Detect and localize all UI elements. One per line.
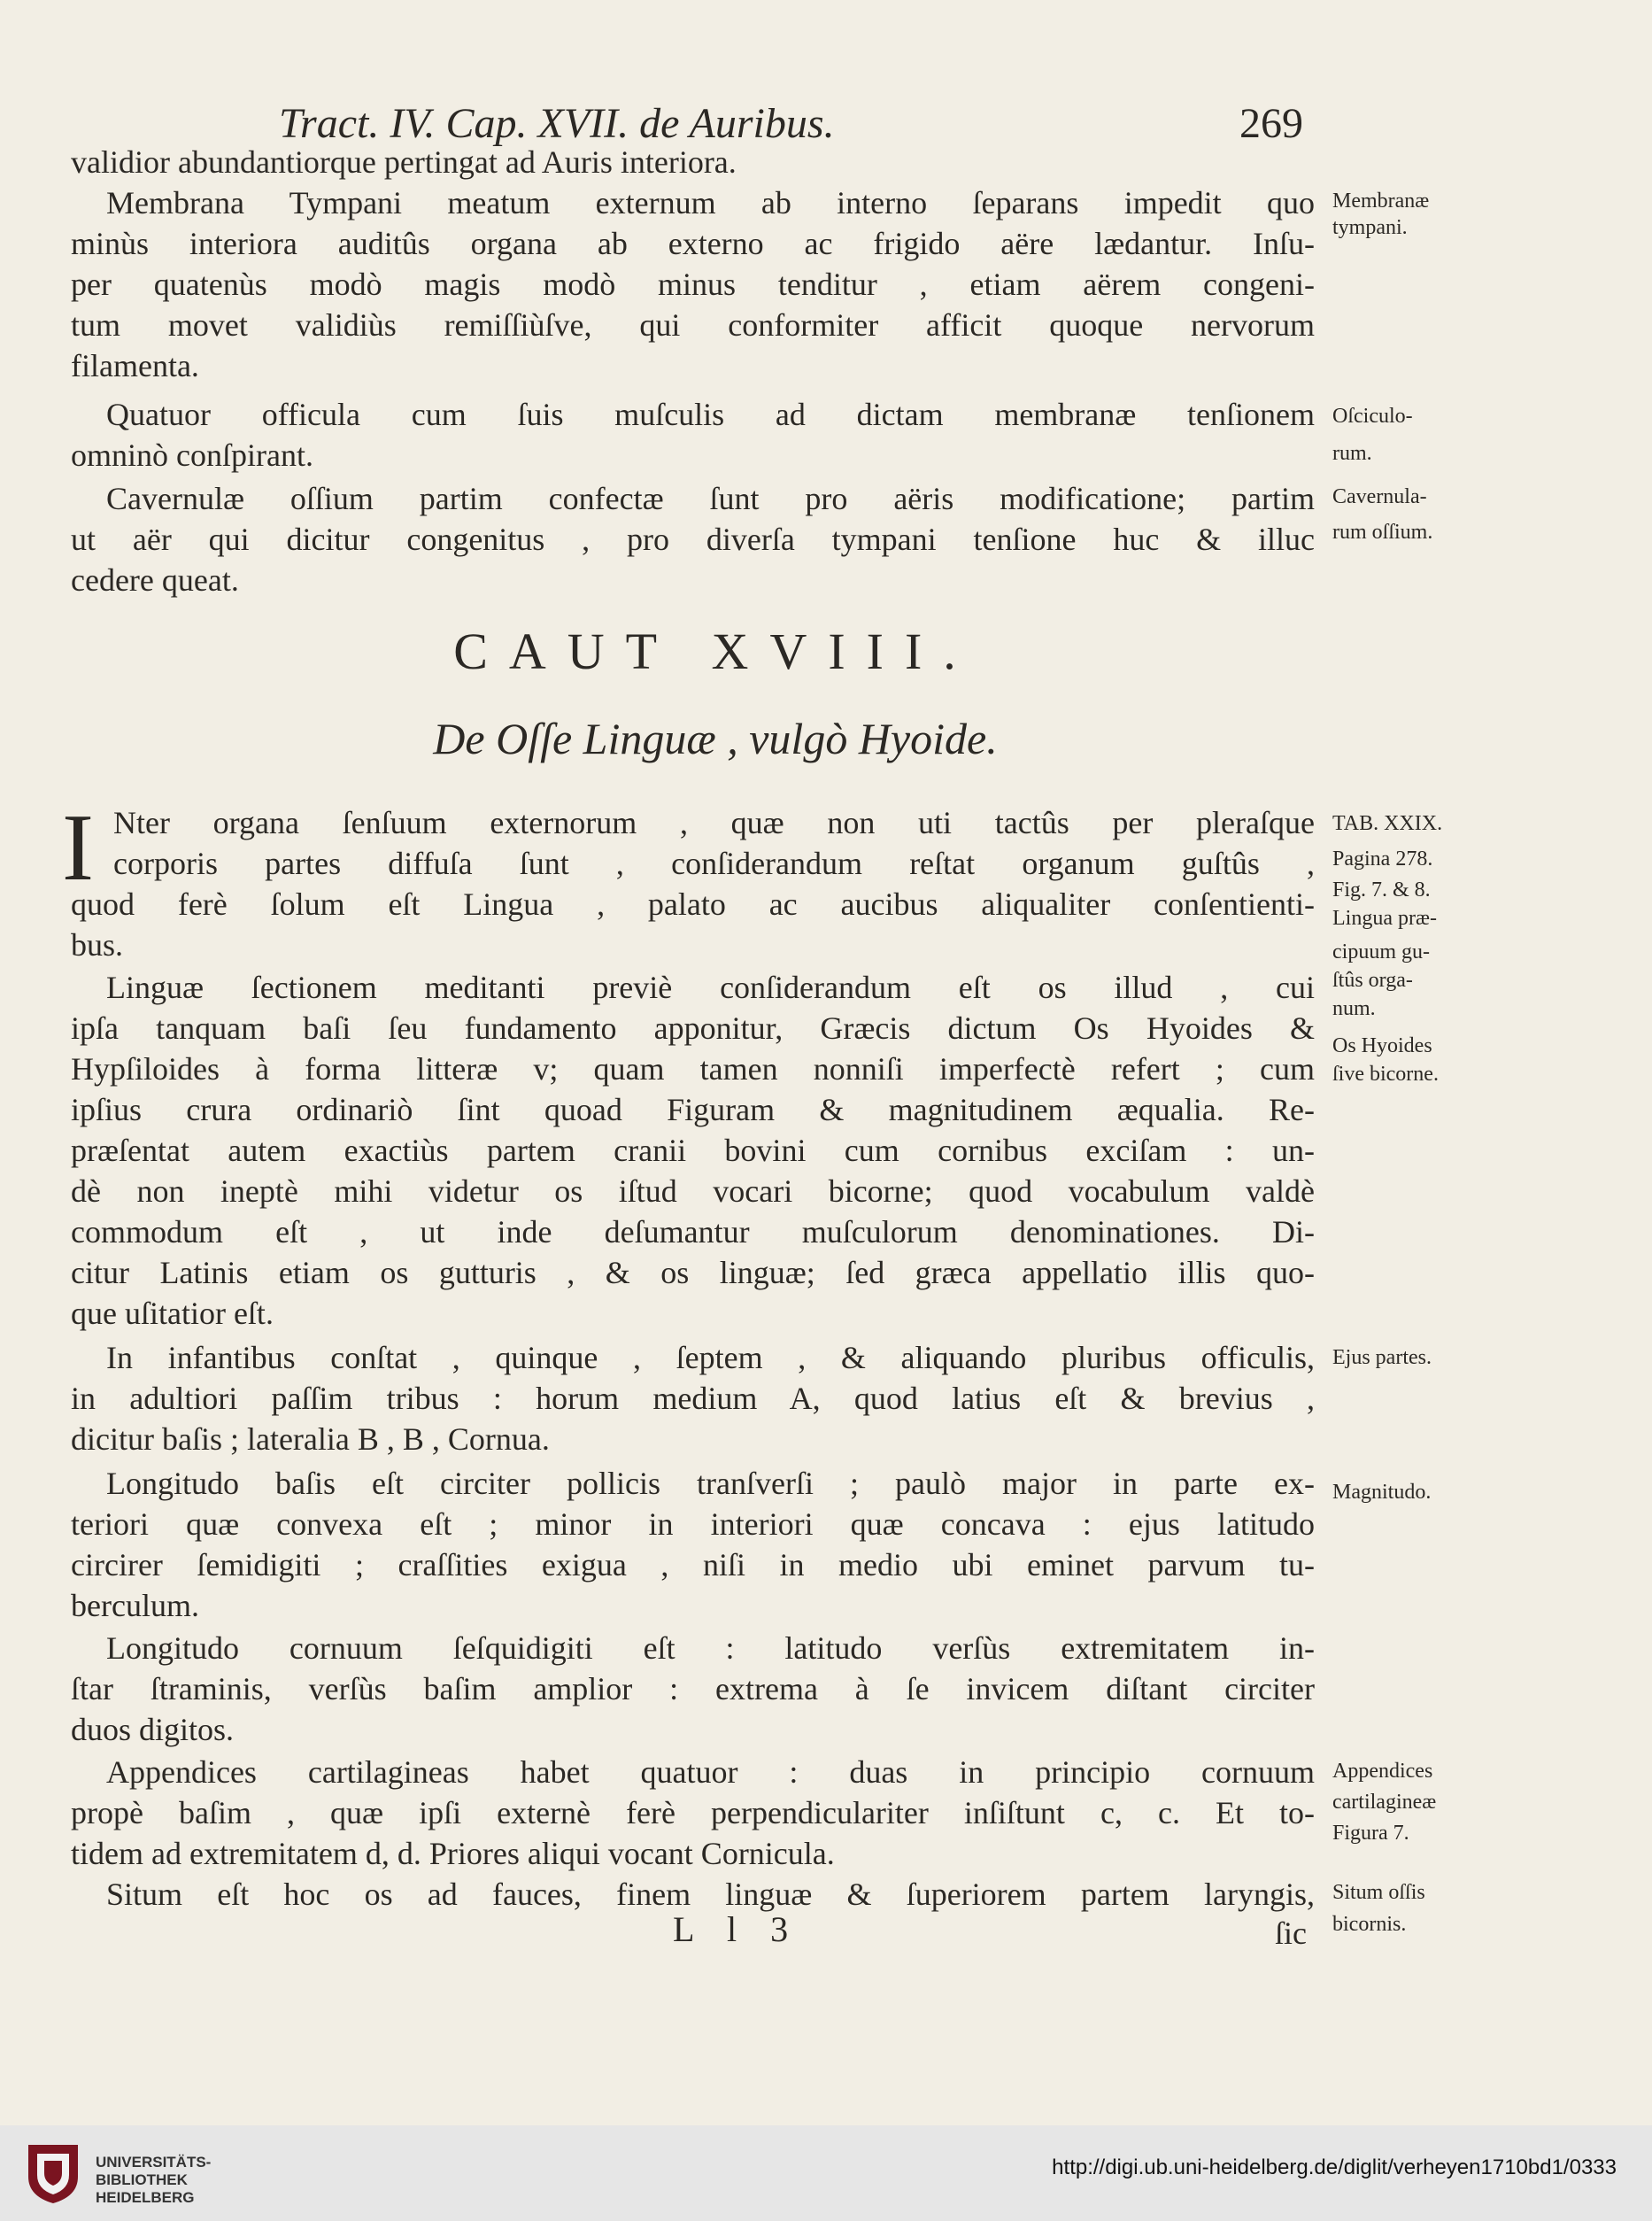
text-line: Nter organa ſenſuum externorum , quæ non uti tactûs per pleraſque — [113, 805, 1315, 840]
text-line: dicitur baſis ; lateralia B , B , Cornua. — [71, 1421, 550, 1457]
text-line: omninò conſpirant. — [71, 437, 313, 473]
catchword: ſic — [1275, 1915, 1307, 1951]
text-line: in adultiori paſſim tribus : horum medium A, quod latius eſt & brevius , — [71, 1381, 1315, 1416]
text-line: Longitudo cornuum ſeſquidigiti eſt : latitudo verſùs extremitatem in- — [106, 1630, 1315, 1666]
university-seal-icon — [25, 2141, 81, 2205]
footer-bar — [0, 2125, 1652, 2221]
text-line: Hypſiloides à forma litteræ v; quam tamen nonniſi imperfectè refert ; cum — [71, 1051, 1315, 1087]
text-line: berculum. — [71, 1588, 199, 1623]
text-line: tidem ad extremitatem d, d. Priores aliqui vocant Cornicula. — [71, 1836, 835, 1871]
text-line: Longitudo baſis eſt circiter pollicis tranſverſi ; paulò major in parte ex- — [106, 1466, 1315, 1501]
text-line: validior abundantiorque pertingat ad Auris interiora. — [71, 144, 737, 180]
text-line: cedere queat. — [71, 562, 239, 598]
page-number: 269 — [1239, 100, 1303, 147]
text-line: commodum eſt , ut inde deſumantur muſculorum denominationes. Di- — [71, 1214, 1315, 1250]
text-line: dè non ineptè mihi videtur os iſtud vocari bicorne; quod vocabulum valdè — [71, 1173, 1315, 1209]
text-line: corporis partes diffuſa ſunt , conſiderandum reſtat organum guſtûs , — [113, 846, 1315, 881]
source-url-link[interactable]: http://digi.ub.uni-heidelberg.de/diglit/verheyen1710bd1/0333 — [1052, 2155, 1617, 2179]
text-line: Membrana Tympani meatum externum ab interno ſeparans impedit quo — [106, 185, 1315, 221]
text-line: duos digitos. — [71, 1712, 235, 1747]
text-line: Appendices cartilagineas habet quatuor : duas in principio cornuum — [106, 1754, 1315, 1790]
scanned-page: Tract. IV. Cap. XVII. de Auribus. 269 validior abundantiorque pertingat ad Auris interiora. Membrana Tympani meatum externum ab interno ſeparans impedit quo minùs interiora auditûs organa ab externo ac frigido aëre lædantur. Inſu- per quatenùs modò magis modò minus tenditur , etiam aërem congeni- tum movet validiùs remiſſiùſve, qui conformiter afficit quoque nervorum filamenta. Quatuor officula cum ſuis muſculis ad dictam membranæ tenſionem omninò conſpirant. Cavernulæ oſſium partim confectæ ſunt pro aëris modificatione; partim ut aër qui dicitur congenitus , pro diverſa tympani tenſione huc & illuc cedere queat. CAUT XVIII. De Oſſe Linguæ , vulgò Hyoide. I Nter organa ſenſuum externorum , quæ non uti tactûs per pleraſque corporis partes diffuſa ſunt , conſiderandum reſtat organum guſtûs , quod ferè ſolum eſt Lingua , palato ac aucibus aliqualiter conſentienti- bus. Linguæ ſectionem meditanti previè conſiderandum eſt os illud , cui ipſa tanquam baſi ſeu fundamento apponitur, Græcis dictum Os Hyoides & Hypſiloides à forma litteræ v; quam tamen nonniſi imperfectè refert ; cum ipſius crura ordinariò ſint quoad Figuram & magnitudinem æqualia. Re- præſentat autem exactiùs partem cranii bovini cum cornibus exciſam : un- dè non ineptè mihi videtur os iſtud vocari bicorne; quod vocabulum valdè commodum eſt , ut inde deſumantur muſculorum denominationes. Di- citur Latinis etiam os gutturis , & os linguæ; ſed græca appellatio illis quo- que uſitatior eſt. In infantibus conſtat , quinque , ſeptem , & aliquando pluribus officulis, in adultiori paſſim tribus : horum medium A, quod latius eſt & brevius , dicitur baſis ; lateralia B , B , Cornua. Longitudo baſis eſt circiter pollicis tranſverſi ; paulò major in parte ex- teriori quæ convexa eſt ; minor in interiori quæ concava : ejus latitudo circirer ſemidigiti ; craſſities exigua , niſi in medio ubi eminet parvum tu- berculum. Longitudo cornuum ſeſquidigiti eſt : latitudo verſùs extremitatem in- ſtar ſtraminis, verſùs baſim amplior : extrema à ſe invicem diſtant circiter duos digitos. Appendices cartilagineas habet quatuor : duas in principio cornuum propè baſim , quæ ipſi externè ferè perpendiculariter inſiſtunt c, c. Et to- tidem ad extremitatem d, d. Priores aliqui vocant Cornicula. Situm eſt hoc os ad fauces, finem linguæ & ſuperiorem partem laryngis, L l 3 ſic Membranæ tympani. Oſciculo- rum. Cavernula- rum oſſium. TAB. XXIX. Pagina 278. Fig. 7. & 8. Lingua præ- cipuum gu- ſtûs orga- num. Os Hyoides ſive bicorne. Ejus partes. Magnitudo. Appendices cartilagineæ Figura 7. Situm oſſis bicornis. — [0, 0, 1652, 2125]
text-line: Linguæ ſectionem meditanti previè conſiderandum eſt os illud , cui — [106, 970, 1315, 1005]
text-line: bus. — [71, 927, 124, 963]
text-line: Situm eſt hoc os ad fauces, finem linguæ & ſuperiorem partem laryngis, — [106, 1877, 1315, 1912]
text-line: quod ferè ſolum eſt Lingua , palato ac aucibus aliqualiter conſentienti- — [71, 886, 1315, 922]
text-line: ut aër qui dicitur congenitus , pro diverſa tympani tenſione huc & illuc — [71, 522, 1315, 557]
text-line: circirer ſemidigiti ; craſſities exigua , niſi in medio ubi eminet parvum tu- — [71, 1547, 1315, 1583]
text-line: que uſitatior eſt. — [71, 1296, 274, 1331]
chapter-title: CAUT XVIII. — [453, 623, 977, 680]
running-title: Tract. IV. Cap. XVII. de Auribus. — [279, 100, 835, 147]
text-line: filamenta. — [71, 348, 199, 383]
chapter-subtitle: De Oſſe Linguæ , vulgò Hyoide. — [433, 714, 998, 763]
library-name: UNIVERSITÄTS- BIBLIOTHEK HEIDELBERG — [96, 2154, 212, 2206]
text-line: præſentat autem exactiùs partem cranii bovini cum cornibus exciſam : un- — [71, 1133, 1315, 1168]
text-line: ipſa tanquam baſi ſeu fundamento apponitur, Græcis dictum Os Hyoides & — [71, 1010, 1315, 1046]
text-line: ipſius crura ordinariò ſint quoad Figuram & magnitudinem æqualia. Re- — [71, 1092, 1315, 1127]
text-line: In infantibus conſtat , quinque , ſeptem , & aliquando pluribus officulis, — [106, 1340, 1315, 1375]
text-line: per quatenùs modò magis modò minus tenditur , etiam aërem congeni- — [71, 267, 1315, 302]
drop-cap: I — [62, 795, 94, 901]
signature-mark: L l 3 — [673, 1909, 801, 1949]
text-line: teriori quæ convexa eſt ; minor in interiori quæ concava : ejus latitudo — [71, 1506, 1315, 1542]
text-line: tum movet validiùs remiſſiùſve, qui conformiter afficit quoque nervorum — [71, 307, 1315, 343]
text-line: ſtar ſtraminis, verſùs baſim amplior : extrema à ſe invicem diſtant circiter — [71, 1671, 1315, 1706]
text-line: Cavernulæ oſſium partim confectæ ſunt pro aëris modificatione; partim — [106, 481, 1315, 516]
text-line: citur Latinis etiam os gutturis , & os linguæ; ſed græca appellatio illis quo- — [71, 1255, 1315, 1290]
text-line: propè baſim , quæ ipſi externè ferè perpendiculariter inſiſtunt c, c. Et to- — [71, 1795, 1315, 1830]
text-line: Quatuor officula cum ſuis muſculis ad dictam membranæ tenſionem — [106, 397, 1315, 432]
text-line: minùs interiora auditûs organa ab externo ac frigido aëre lædantur. Inſu- — [71, 226, 1315, 261]
